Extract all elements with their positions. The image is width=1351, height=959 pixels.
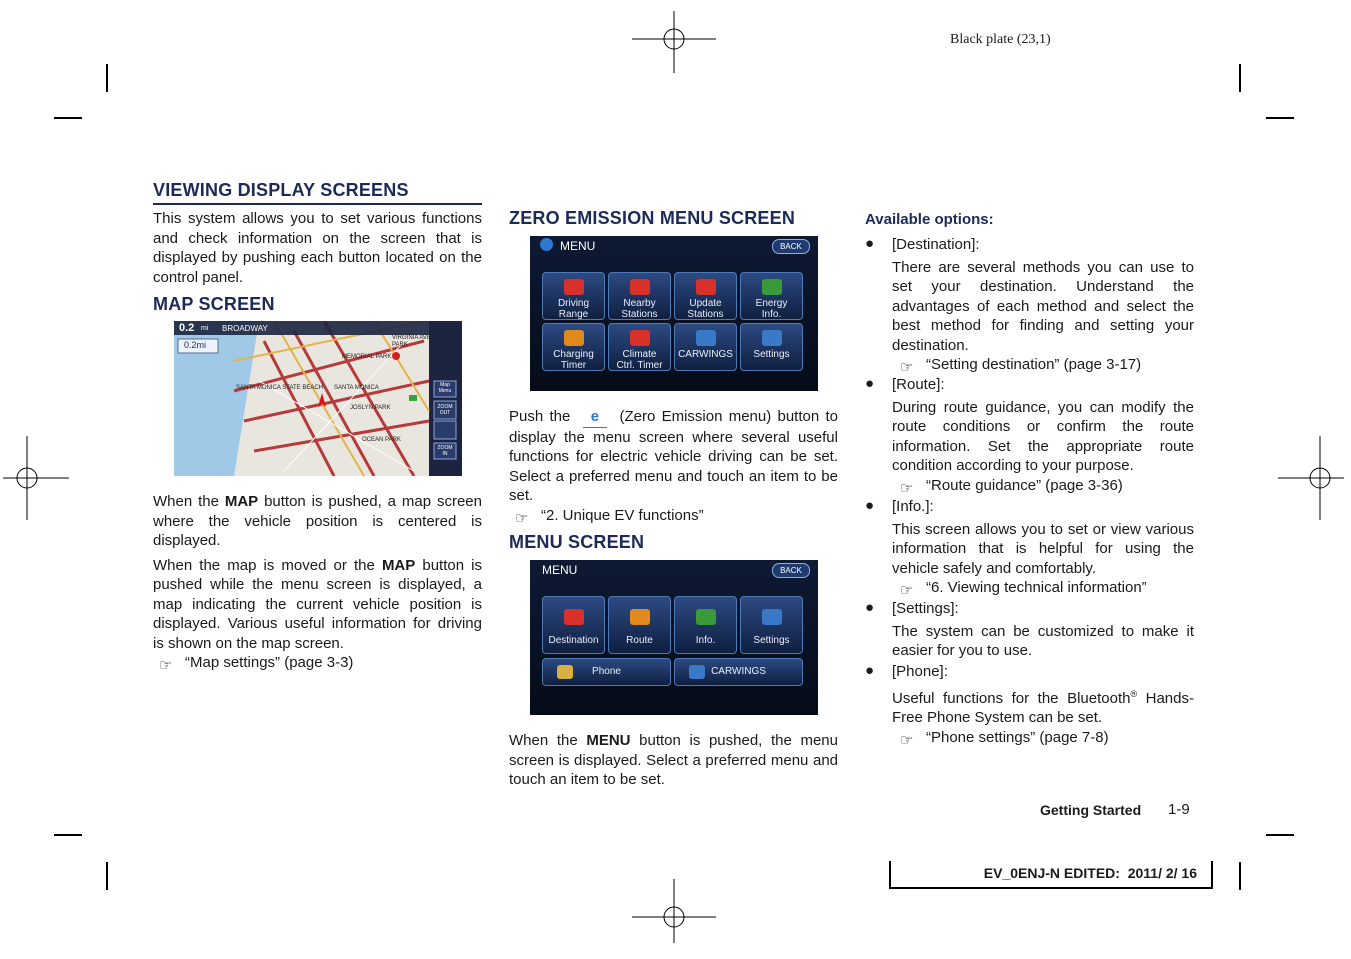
heading-viewing: VIEWING DISPLAY SCREENS [153, 180, 482, 205]
zoom-out-button[interactable]: ZOOM OUT [437, 404, 453, 416]
edition-label: EV_0ENJ-N EDITED: 2011/ 2/ 16 [983, 865, 1197, 881]
crop-mark [54, 117, 82, 119]
option-body: The system can be customized to make it easier for you to use. [892, 622, 1194, 659]
registration-mark-top [632, 0, 716, 81]
tile-icon [564, 330, 584, 346]
menu-screen-image [530, 560, 818, 715]
option-label: [Settings]: [892, 600, 959, 617]
tile-icon [630, 330, 650, 346]
map-screen-image [174, 321, 462, 476]
tile-label-2: Range [558, 309, 589, 320]
registration-mark-bottom [632, 875, 716, 959]
tile-label-2: Ctrl. Timer [616, 360, 663, 371]
reference-hand-icon: ☞ [900, 359, 914, 376]
option-body: During route guidance, you can modify the route conditions or confirm the route information. Set the appropriate route condition according to your purpose. [892, 398, 1194, 474]
map-label-joslyn: JOSLYN PARK [350, 405, 391, 411]
map-label-memorial: MEMORIAL PARK [342, 354, 392, 360]
reference-hand-icon: ☞ [900, 479, 914, 497]
option-destination [865, 235, 1194, 378]
zero-emission-icon [540, 238, 553, 251]
option-reference[interactable]: ☞ “Setting destination” (page 3-17) [900, 356, 1142, 376]
map-menu-button[interactable]: Map Menu [438, 382, 452, 394]
map-label-state-beach: SANTA MONICA STATE BEACH [236, 385, 324, 391]
map-street-right: VIRGINIA AVE PARK [392, 335, 431, 348]
menu-bar [530, 560, 818, 580]
tile-label-2: Timer [560, 360, 587, 371]
footer-section: Getting Started [1040, 802, 1142, 818]
map-distance-unit: mi [201, 325, 209, 332]
option-body: Useful functions for the Bluetooth® Hands-Free Phone System can be set. [892, 688, 1194, 726]
tile-label-2: Info. [761, 309, 782, 320]
map-paragraph-1: When the MAP button is pushed, a map screen where the vehicle position is centered is displayed. [153, 493, 482, 549]
crop-mark [106, 64, 108, 92]
option-route [865, 375, 1194, 498]
option-phone [865, 662, 1194, 750]
edition-box [889, 861, 1213, 889]
section-viewing [153, 180, 482, 287]
option-reference[interactable]: ☞ “Route guidance” (page 3-36) [900, 476, 1123, 497]
bullet: ● [865, 235, 875, 252]
option-info [865, 497, 1194, 601]
tile-label: Info. [695, 635, 716, 646]
viewing-body: This system allows you to set various functions and check information on the screen that is displayed by pushing each button located on the control panel. [153, 210, 482, 286]
zero-menu-tile[interactable] [740, 323, 803, 371]
menu-wide-tile[interactable] [542, 658, 671, 686]
tile-label: Climate [622, 349, 657, 360]
tile-icon [557, 665, 573, 679]
heading-menu-screen: MENU SCREEN [509, 532, 645, 552]
map-scale: 0.2mi [184, 340, 207, 350]
map-label-santa-monica: SANTA MONICA [334, 385, 379, 391]
tile-icon [762, 279, 782, 295]
zero-reference[interactable]: ☞ “2. Unique EV functions” [515, 506, 704, 527]
tile-icon [630, 279, 650, 295]
menu-tile[interactable] [674, 596, 737, 654]
tile-label: Charging [553, 349, 594, 360]
registration-mark-left [0, 436, 69, 520]
tile-label: Energy [755, 298, 788, 309]
tile-label: Settings [753, 635, 790, 646]
menu-title: MENU [542, 563, 578, 577]
reference-hand-icon: ☞ [159, 657, 173, 674]
tile-icon [696, 279, 716, 295]
zero-menu-tile[interactable] [608, 323, 671, 371]
tile-icon [630, 609, 650, 625]
tile-label: CARWINGS [711, 666, 766, 677]
tile-label: Destination [548, 635, 599, 646]
tile-icon [762, 609, 782, 625]
tile-icon [689, 665, 705, 679]
zero-back-button[interactable]: BACK [772, 239, 810, 254]
map-label-ocean: OCEAN PARK [362, 437, 401, 443]
crop-mark [106, 862, 108, 890]
option-reference[interactable]: ☞ “6. Viewing technical information” [900, 579, 1147, 599]
zoom-in-button[interactable]: ZOOM IN [437, 445, 453, 457]
zero-emission-icon: e [583, 407, 607, 428]
bullet: ● [865, 497, 875, 514]
option-label: [Route]: [892, 376, 945, 393]
crop-mark [54, 834, 82, 836]
menu-back-button[interactable]: BACK [772, 563, 810, 578]
tile-label: Route [626, 635, 653, 646]
bullet: ● [865, 599, 875, 616]
map-reference[interactable]: ☞ “Map settings” (page 3-3) [159, 654, 354, 674]
page-number: 1-9 [1168, 801, 1190, 818]
crop-mark [1239, 862, 1241, 890]
option-body: This screen allows you to set or view various information that is helpful for using the vehicle safely and comfortably. [892, 520, 1194, 577]
tile-label: Driving [557, 298, 590, 309]
tile-label-2: Stations [687, 309, 724, 320]
option-settings [865, 599, 1194, 661]
map-street-top: BROADWAY [222, 324, 268, 333]
tile-label-2: Stations [621, 309, 658, 320]
zero-menu-tile[interactable] [542, 323, 605, 371]
zero-menu-tile[interactable] [542, 272, 605, 320]
menu-text [509, 731, 838, 790]
map-paragraph-2: When the map is moved or the MAP button is pushed while the menu screen is displayed, a map indicating the current vehicle position is displayed. Various useful information for driving is shown on the map screen. [153, 556, 483, 652]
tile-label: Nearby [623, 298, 656, 309]
option-reference[interactable]: ☞ “Phone settings” (page 7-8) [900, 728, 1109, 749]
registration-mark-right [1278, 436, 1351, 520]
section-menu [509, 532, 838, 553]
zero-paragraph: Push the e (Zero Emission menu) button to display the menu screen where several useful functions for electric vehicle driving can be set. Select a preferred menu and touch an item to be set. [509, 408, 838, 504]
option-label: [Info.]: [892, 498, 934, 515]
tile-icon [696, 330, 716, 346]
bullet: ● [865, 375, 875, 392]
tile-icon [564, 609, 584, 625]
reference-hand-icon: ☞ [515, 509, 529, 527]
option-body: There are several methods you can use to set your destination. Understand the advantages of each method and select the best method for finding and setting your destination. [892, 258, 1194, 354]
zero-menu-tile[interactable] [608, 272, 671, 320]
zero-menu-title: MENU [560, 239, 596, 253]
crop-mark [1239, 64, 1241, 92]
section-zero [509, 208, 838, 229]
menu-paragraph: When the MENU button is pushed, the menu screen is displayed. Select a preferred menu and touch an item to be set. [509, 732, 838, 788]
option-label: [Destination]: [892, 236, 980, 253]
zero-menu-tile[interactable] [674, 272, 737, 320]
map-distance: 0.2 [179, 322, 195, 334]
tile-icon [564, 279, 584, 295]
section-map [153, 294, 482, 315]
tile-icon [762, 330, 782, 346]
tile-label: Phone [592, 666, 621, 677]
bullet: ● [865, 662, 875, 679]
reference-hand-icon: ☞ [900, 582, 914, 599]
zero-text [509, 407, 838, 528]
reference-hand-icon: ☞ [900, 731, 914, 749]
option-label: [Phone]: [892, 663, 948, 680]
crop-mark [1266, 834, 1294, 836]
tile-label: CARWINGS [678, 349, 733, 360]
zero-menu-tile[interactable] [674, 323, 737, 371]
map-text [153, 492, 482, 676]
menu-tile[interactable] [608, 596, 671, 654]
menu-wide-tile[interactable] [674, 658, 803, 686]
crop-mark [1266, 117, 1294, 119]
tile-label: Settings [753, 349, 790, 360]
options-heading: Available options: [865, 211, 994, 228]
heading-map: MAP SCREEN [153, 294, 275, 314]
tile-icon [696, 609, 716, 625]
plate-label: Black plate (23,1) [950, 32, 1051, 47]
zero-menu-tile[interactable] [740, 272, 803, 320]
heading-zero-emission: ZERO EMISSION MENU SCREEN [509, 208, 796, 228]
menu-tile[interactable] [740, 596, 803, 654]
menu-tile[interactable] [542, 596, 605, 654]
tile-label: Update [689, 298, 722, 309]
zero-emission-screen-image [530, 236, 818, 391]
zero-menu-bar [530, 236, 818, 256]
